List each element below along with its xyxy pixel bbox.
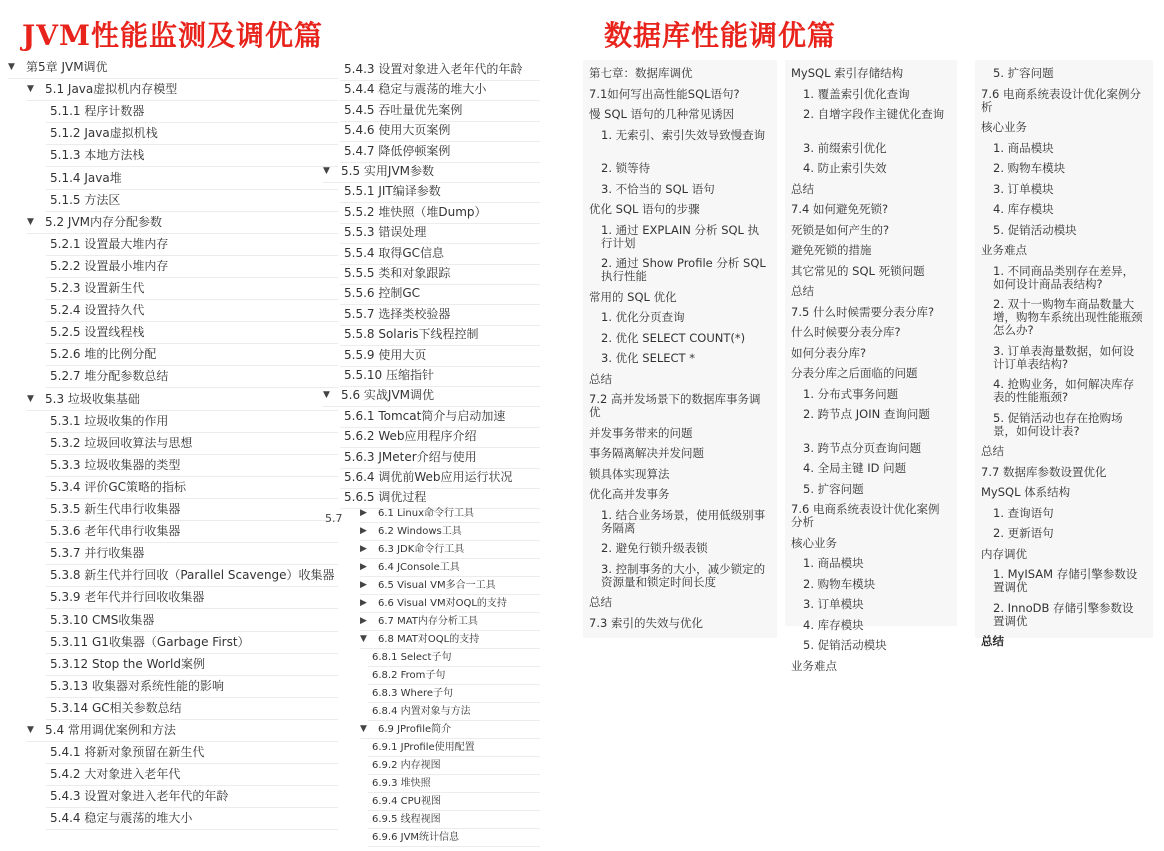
toc-item-label: 5.4.3 设置对象进入老年代的年龄 <box>344 62 523 76</box>
toc-section-row[interactable] <box>27 720 338 742</box>
toc-item-label: 5.4.1 将新对象预留在新生代 <box>50 745 205 760</box>
toc-item-row[interactable] <box>340 79 540 101</box>
toc-item-label: 5.3.6 老年代串行收集器 <box>50 524 181 539</box>
toc-section-row[interactable] <box>360 541 540 559</box>
toc-item-label: 5.2.2 设置最小堆内存 <box>50 258 169 273</box>
toc-item-row[interactable] <box>340 243 540 265</box>
db-toc-item[interactable]: 什么时候要分表分库? <box>791 325 901 339</box>
db-toc-item[interactable]: 2. 通过 Show Profile 分析 SQL 执行性能 <box>601 256 766 283</box>
toc-item-row[interactable] <box>340 426 540 448</box>
toc-item-label: 6.8.2 From子句 <box>372 670 446 681</box>
toc-item-row[interactable] <box>46 632 338 654</box>
db-toc-item[interactable]: 3. 订单表海量数据，如何设计订单表结构? <box>993 343 1135 371</box>
toc-section-row[interactable] <box>360 631 540 649</box>
collapsed-triangle-icon[interactable]: ▶ <box>360 526 367 536</box>
toc-item-label: 6.6 Visual VM对OQL的支持 <box>378 598 507 609</box>
toc-item-label: 6.7 MAT内存分析工具 <box>378 616 478 627</box>
db-toc-item[interactable]: 锁具体实现算法 <box>589 466 670 481</box>
toc-item-label: 5.2.4 设置持久代 <box>50 303 145 318</box>
db-toc-item[interactable]: 5. 扩容问题 <box>803 481 864 496</box>
toc-item-label: 5.5.5 类和对象跟踪 <box>344 266 451 280</box>
db-toc-item[interactable]: 3. 前缀索引优化 <box>803 140 887 155</box>
db-toc-item[interactable]: 2. 自增字段作主键优化查询 <box>803 107 945 121</box>
toc-item-row[interactable] <box>46 300 338 322</box>
db-toc-item[interactable]: 2. 购物车模块 <box>993 161 1066 175</box>
db-toc-item[interactable]: 2. 双十一购物车商品数量大增，购物车系统出现性能瓶颈怎么办? <box>993 297 1143 337</box>
toc-section-row[interactable] <box>360 613 540 631</box>
expand-triangle-icon[interactable]: ▼ <box>360 724 367 734</box>
db-toc-item[interactable]: 3. 订单模块 <box>993 181 1054 196</box>
toc-item-row[interactable] <box>46 786 338 808</box>
toc-item-row[interactable] <box>368 739 540 757</box>
toc-item-label: 6.3 JDK命令行工具 <box>378 544 465 555</box>
expand-triangle-icon[interactable]: ▼ <box>27 725 34 735</box>
toc-item-label: 5.5.8 Solaris下线程控制 <box>344 327 479 342</box>
collapsed-triangle-icon[interactable]: ▶ <box>360 544 367 554</box>
toc-item-row[interactable] <box>46 543 338 565</box>
db-toc-item[interactable]: 1. 通过 EXPLAIN 分析 SQL 执行计划 <box>601 222 760 250</box>
db-toc-item[interactable]: 3. 控制事务的大小，减少锁定的资源量和锁定时间长度 <box>601 561 766 589</box>
toc-item-label: 5.4.6 使用大页案例 <box>344 123 451 138</box>
toc-item-label: 5.1.5 方法区 <box>50 192 121 207</box>
toc-item-label: 5.3.3 垃圾收集器的类型 <box>50 457 181 472</box>
db-toc-item[interactable]: 死锁是如何产生的? <box>791 222 890 237</box>
toc-item-label: 5.5.6 控制GC <box>344 286 421 301</box>
db-toc-item[interactable]: 总结 <box>981 444 1004 458</box>
toc-item-label: 5.2.5 设置线程栈 <box>50 325 145 340</box>
db-toc-item[interactable]: 避免死锁的措施 <box>791 243 872 257</box>
collapsed-triangle-icon[interactable]: ▶ <box>360 580 367 590</box>
toc-item-label: 5.2 JVM内存分配参数 <box>45 214 163 229</box>
db-toc-item[interactable]: 业务难点 <box>791 658 837 673</box>
toc-item-label: 5.1.1 程序计数器 <box>50 104 145 119</box>
toc-item-row[interactable] <box>46 366 338 388</box>
toc-item-row[interactable] <box>340 100 540 122</box>
toc-item-row[interactable] <box>340 222 540 244</box>
expand-triangle-icon[interactable]: ▼ <box>323 166 330 176</box>
toc-item-row[interactable] <box>340 406 540 428</box>
toc-item-label: 5.6.3 JMeter介绍与使用 <box>344 449 477 464</box>
db-toc-column-2 <box>785 60 957 673</box>
db-toc-item[interactable]: 7.7 数据库参数设置优化 <box>981 464 1107 479</box>
toc-item-label: 5.5.3 错误处理 <box>344 225 427 240</box>
toc-item-row[interactable] <box>368 649 540 667</box>
toc-section-row[interactable] <box>27 79 338 101</box>
expand-triangle-icon[interactable]: ▼ <box>323 390 330 401</box>
db-toc-item[interactable]: 如何分表分库? <box>791 345 867 360</box>
db-toc-item[interactable]: 3. 不恰当的 SQL 语句 <box>601 181 715 196</box>
db-toc-item[interactable]: MySQL 体系结构 <box>981 485 1071 499</box>
db-toc-item[interactable]: 1. 商品模块 <box>993 140 1054 155</box>
db-toc-item[interactable]: 4. 抢购业务，如何解决库存表的性能瓶颈? <box>993 377 1135 404</box>
toc-item-label: 5.5 实用JVM参数 <box>341 164 435 178</box>
db-toc-item[interactable]: 2. 购物车模块 <box>803 576 876 591</box>
toc-item-row[interactable] <box>46 698 338 720</box>
collapsed-triangle-icon[interactable]: ▶ <box>360 562 367 572</box>
toc-item-row[interactable] <box>46 742 338 764</box>
toc-section-row[interactable] <box>360 505 540 523</box>
db-toc-item[interactable]: 总结 <box>981 634 1004 648</box>
toc-item-row[interactable] <box>46 676 338 698</box>
toc-item-label: 5.4.4 稳定与震荡的堆大小 <box>50 811 193 826</box>
db-toc-item[interactable]: 总结 <box>791 181 814 196</box>
db-toc-item[interactable]: 2. 跨节点 JOIN 查询问题 <box>803 407 930 421</box>
db-toc-item[interactable]: 2. 优化 SELECT COUNT(*) <box>601 330 746 345</box>
toc-item-row[interactable] <box>340 120 540 142</box>
db-toc-item[interactable]: 2. InnoDB 存储引擎参数设置调优 <box>993 600 1134 628</box>
toc-item-row[interactable] <box>368 757 540 775</box>
toc-item-label: 5.6 实战JVM调优 <box>341 388 435 403</box>
db-toc-item[interactable]: 优化 SQL 语句的步骤 <box>589 202 700 216</box>
db-toc-item[interactable]: 优化高并发事务 <box>589 487 670 501</box>
toc-item-row[interactable] <box>46 521 338 543</box>
toc-item-label: 5.2.3 设置新生代 <box>50 281 145 295</box>
toc-item-label: 5.3 垃圾收集基础 <box>45 391 140 406</box>
toc-item-label: 6.9.6 JVM统计信息 <box>372 832 460 843</box>
expand-triangle-icon[interactable]: ▼ <box>360 634 367 644</box>
db-toc-item[interactable]: 1. 不同商品类别存在差异，如何设计商品表结构? <box>993 263 1135 291</box>
toc-item-label: 5.6.4 调优前Web应用运行状况 <box>344 470 513 484</box>
toc-item-row[interactable] <box>46 101 338 123</box>
toc-item-row[interactable] <box>368 829 540 847</box>
toc-item-row[interactable] <box>46 278 338 300</box>
toc-item-row[interactable] <box>340 141 540 163</box>
db-toc-item[interactable]: MySQL 索引存储结构 <box>791 66 904 80</box>
toc-item-label: 5.4.2 大对象进入老年代 <box>50 767 181 782</box>
collapsed-triangle-icon[interactable]: ▶ <box>360 598 367 608</box>
collapsed-triangle-icon[interactable]: ▶ <box>360 508 367 518</box>
toc-item-label: 5.3.1 垃圾收集的作用 <box>50 413 169 428</box>
db-toc-item[interactable]: 4. 防止索引失效 <box>803 161 887 175</box>
toc-item-label: 5.5.10 压缩指针 <box>344 368 434 382</box>
toc-section-row[interactable] <box>360 559 540 577</box>
db-toc-item[interactable]: 1. 无索引、索引失效导致慢查询 <box>601 127 766 142</box>
toc-item-row[interactable] <box>46 455 338 477</box>
toc-section-row[interactable] <box>360 523 540 541</box>
toc-item-row[interactable] <box>46 123 338 145</box>
toc-item-row[interactable] <box>368 793 540 811</box>
toc-item-row[interactable] <box>46 477 338 499</box>
toc-item-row[interactable] <box>340 345 540 367</box>
toc-item-label: 第5章 JVM调优 <box>26 60 108 74</box>
db-toc-item[interactable]: 2. 锁等待 <box>601 161 651 175</box>
toc-item-label: 5.3.2 垃圾回收算法与思想 <box>50 435 193 450</box>
toc-item-label: 5.6.2 Web应用程序介绍 <box>344 429 477 444</box>
db-toc-item[interactable]: 2. 避免行锁升级表锁 <box>601 541 708 555</box>
db-toc-item[interactable]: 总结 <box>589 371 612 386</box>
db-toc-item[interactable]: 1. 查询语句 <box>993 505 1054 520</box>
toc-item-label: 5.3.8 新生代并行回收（Parallel Scavenge）收集器 <box>50 568 335 583</box>
db-toc-item[interactable]: 1. 覆盖索引优化查询 <box>803 86 910 101</box>
toc-item-label: 5.6.1 Tomcat简介与启动加速 <box>344 408 506 423</box>
db-toc-item[interactable]: 1. 结合业务场景，使用低级别事务隔离 <box>601 507 766 535</box>
toc-section-row[interactable] <box>323 161 540 183</box>
db-toc-item[interactable]: 7.1如何写出高性能SQL语句? <box>589 86 740 101</box>
toc-item-row[interactable] <box>46 168 338 190</box>
toc-item-label: 5.5.2 堆快照（堆Dump） <box>344 204 487 219</box>
toc-section-row[interactable] <box>360 721 540 739</box>
db-toc-item[interactable]: 4. 全局主键 ID 问题 <box>803 461 907 475</box>
toc-item-label: 5.3.13 收集器对系统性能的影响 <box>50 678 224 693</box>
toc-item-label: 6.2 Windows工具 <box>378 526 462 537</box>
db-toc-item[interactable]: 3. 优化 SELECT * <box>601 351 695 365</box>
expand-triangle-icon[interactable]: ▼ <box>27 216 34 227</box>
toc-item-label: 6.8.4 内置对象与方法 <box>372 706 471 717</box>
section-5-7-label: 5.7 <box>325 512 343 525</box>
toc-item-label: 5.5.7 选择类校验器 <box>344 306 451 321</box>
toc-item-label: 6.9.1 JProfile使用配置 <box>372 742 475 753</box>
toc-item-label: 6.9.2 内存视图 <box>372 760 441 771</box>
toc-item-label: 5.4.5 吞吐量优先案例 <box>344 102 463 117</box>
toc-item-label: 5.5.4 取得GC信息 <box>344 245 445 260</box>
toc-item-label: 5.3.14 GC相关参数总结 <box>50 700 182 715</box>
toc-item-row[interactable] <box>368 811 540 829</box>
toc-item-row[interactable] <box>340 181 540 203</box>
db-toc-item[interactable]: 1. 商品模块 <box>803 556 864 570</box>
toc-item-row[interactable] <box>340 283 540 305</box>
collapsed-triangle-icon[interactable]: ▶ <box>360 616 367 626</box>
db-toc-item[interactable]: 5. 促销活动也存在抢购场景，如何设计表? <box>993 410 1123 438</box>
db-toc-item[interactable]: 其它常见的 SQL 死锁问题 <box>791 263 925 278</box>
toc-item-label: 6.8.3 Where子句 <box>372 688 454 699</box>
toc-item-row[interactable] <box>340 263 540 285</box>
toc-item-row[interactable] <box>340 447 540 469</box>
toc-item-label: 5.4.3 设置对象进入老年代的年龄 <box>50 789 229 804</box>
toc-item-label: 5.3.11 G1收集器（Garbage First） <box>50 634 250 649</box>
toc-item-row[interactable] <box>368 775 540 793</box>
toc-item-row[interactable] <box>46 256 338 278</box>
toc-item-label: 5.2.7 堆分配参数总结 <box>50 369 169 384</box>
toc-item-label: 6.8.1 Select子句 <box>372 652 452 663</box>
toc-item-label: 5.3.5 新生代串行收集器 <box>50 502 181 516</box>
toc-item-row[interactable] <box>46 565 338 587</box>
toc-section-row[interactable] <box>27 389 338 411</box>
toc-item-row[interactable] <box>46 234 338 256</box>
toc-item-label: 5.5.9 使用大页 <box>344 347 427 362</box>
db-toc-item[interactable]: 总结 <box>589 595 612 609</box>
toc-item-label: 5.1.2 Java虚拟机栈 <box>50 126 158 141</box>
db-toc-item[interactable]: 3. 订单模块 <box>803 597 864 611</box>
toc-item-row[interactable] <box>46 764 338 786</box>
db-toc-item[interactable]: 慢 SQL 语句的几种常见诱因 <box>589 107 735 121</box>
toc-item-label: 5.1 Java虚拟机内存模型 <box>45 82 178 97</box>
db-toc-item[interactable]: 7.5 什么时候需要分表分库? <box>791 304 935 319</box>
toc-section-row[interactable] <box>8 57 338 79</box>
db-section-title: 数据库性能调优篇 <box>604 19 837 52</box>
toc-item-label: 6.1 Linux命令行工具 <box>378 508 475 519</box>
toc-item-label: 5.3.4 评价GC策略的指标 <box>50 479 187 494</box>
db-toc-item[interactable]: 4. 库存模块 <box>803 617 864 632</box>
db-toc-item[interactable]: 2. 更新语句 <box>993 526 1054 540</box>
toc-item-row[interactable] <box>46 499 338 521</box>
db-toc-item[interactable]: 7.2 高并发场景下的数据库事务调优 <box>589 392 761 419</box>
db-toc-item[interactable]: 3. 跨节点分页查询问题 <box>803 440 922 455</box>
toc-item-label: 5.4.7 降低停顿案例 <box>344 143 451 158</box>
db-toc-item[interactable]: 并发事务带来的问题 <box>589 425 693 440</box>
toc-item-row[interactable] <box>340 324 540 346</box>
toc-item-label: 5.4 常用调优案例和方法 <box>45 723 176 737</box>
toc-item-row[interactable] <box>46 322 338 344</box>
toc-item-row[interactable] <box>368 685 540 703</box>
expand-triangle-icon[interactable]: ▼ <box>8 62 15 72</box>
toc-item-row[interactable] <box>340 365 540 387</box>
toc-section-row[interactable] <box>27 212 338 234</box>
toc-item-row[interactable] <box>340 304 540 326</box>
toc-item-label: 6.9.5 线程视图 <box>372 814 441 825</box>
db-toc-item[interactable]: 1. MyISAM 存储引擎参数设置调优 <box>993 567 1138 594</box>
toc-item-row[interactable] <box>340 202 540 224</box>
db-toc-item[interactable]: 核心业务 <box>981 120 1027 134</box>
toc-item-label: 5.3.10 CMS收集器 <box>50 612 155 627</box>
toc-item-row[interactable] <box>46 808 338 830</box>
toc-item-row[interactable] <box>340 59 540 81</box>
toc-item-row[interactable] <box>46 654 338 676</box>
toc-item-row[interactable] <box>46 433 338 455</box>
toc-item-row[interactable] <box>46 610 338 632</box>
db-toc-item[interactable]: 常用的 SQL 优化 <box>589 289 677 304</box>
toc-item-row[interactable] <box>340 467 540 489</box>
toc-item-row[interactable] <box>368 667 540 685</box>
toc-item-row[interactable] <box>46 344 338 366</box>
db-toc-item[interactable]: 1. 分布式事务问题 <box>803 386 899 401</box>
db-toc-item[interactable]: 1. 优化分页查询 <box>601 310 685 324</box>
toc-item-label: 5.3.12 Stop the World案例 <box>50 656 205 671</box>
db-toc-item[interactable]: 事务隔离解决并发问题 <box>589 446 704 460</box>
toc-section-row[interactable] <box>360 595 540 613</box>
toc-item-label: 5.5.1 JIT编译参数 <box>344 184 441 199</box>
db-toc-item[interactable]: 总结 <box>791 284 814 298</box>
toc-item-label: 5.2.1 设置最大堆内存 <box>50 236 169 251</box>
toc-item-label: 5.4.4 稳定与震荡的堆大小 <box>344 82 487 97</box>
toc-section-row[interactable] <box>360 577 540 595</box>
toc-item-label: 5.1.3 本地方法栈 <box>50 148 145 163</box>
toc-item-row[interactable] <box>46 411 338 433</box>
toc-item-label: 5.1.4 Java堆 <box>50 170 122 185</box>
db-toc-item[interactable]: 5. 扩容问题 <box>993 66 1054 80</box>
db-toc-column-3 <box>975 60 1153 648</box>
toc-item-label: 6.8 MAT对OQL的支持 <box>378 634 480 645</box>
toc-item-row[interactable] <box>46 587 338 609</box>
db-toc-item[interactable]: 5. 促销活动模块 <box>803 638 887 652</box>
db-toc-column-1 <box>583 60 777 638</box>
db-toc-item[interactable]: 4. 库存模块 <box>993 202 1054 216</box>
toc-item-label: 6.4 JConsole工具 <box>378 562 460 573</box>
db-toc-item[interactable]: 第七章：数据库调优 <box>589 66 693 80</box>
toc-item-label: 6.9.4 CPU视图 <box>372 796 441 807</box>
toc-section-row[interactable] <box>323 385 540 407</box>
db-toc-item[interactable]: 分表分库之后面临的问题 <box>791 366 918 380</box>
expand-triangle-icon[interactable]: ▼ <box>27 84 34 95</box>
db-toc-item[interactable]: 7.6 电商系统表设计优化案例分析 <box>791 502 940 529</box>
toc-item-label: 5.3.7 并行收集器 <box>50 546 145 561</box>
db-toc-item[interactable]: 业务难点 <box>981 243 1027 257</box>
toc-item-label: 6.5 Visual VM多合一工具 <box>378 580 496 591</box>
expand-triangle-icon[interactable]: ▼ <box>27 393 34 404</box>
toc-item-label: 5.2.6 堆的比例分配 <box>50 347 157 362</box>
jvm-toc-column-1 <box>0 57 338 837</box>
db-toc-item[interactable]: 7.4 如何避免死锁? <box>791 202 889 216</box>
toc-item-row[interactable] <box>368 703 540 721</box>
toc-item-label: 5.6.5 调优过程 <box>344 490 427 505</box>
db-toc-item[interactable]: 内存调优 <box>981 546 1027 561</box>
toc-item-label: 5.3.9 老年代并行回收收集器 <box>50 590 205 605</box>
toc-item-row[interactable] <box>46 190 338 212</box>
jvm-section-title: JVM性能监测及调优篇 <box>22 19 323 52</box>
db-toc-item[interactable]: 7.3 索引的失效与优化 <box>589 615 703 630</box>
toc-item-label: 6.9.3 堆快照 <box>372 778 431 789</box>
db-toc-item[interactable]: 7.6 电商系统表设计优化案例分析 <box>981 86 1141 114</box>
db-toc-item[interactable]: 核心业务 <box>791 535 837 550</box>
jvm-toc-column-2 <box>304 57 540 851</box>
db-toc-item[interactable]: 5. 促销活动模块 <box>993 222 1077 237</box>
toc-item-row[interactable] <box>46 145 338 167</box>
toc-item-label: 6.9 JProfile简介 <box>378 724 452 735</box>
